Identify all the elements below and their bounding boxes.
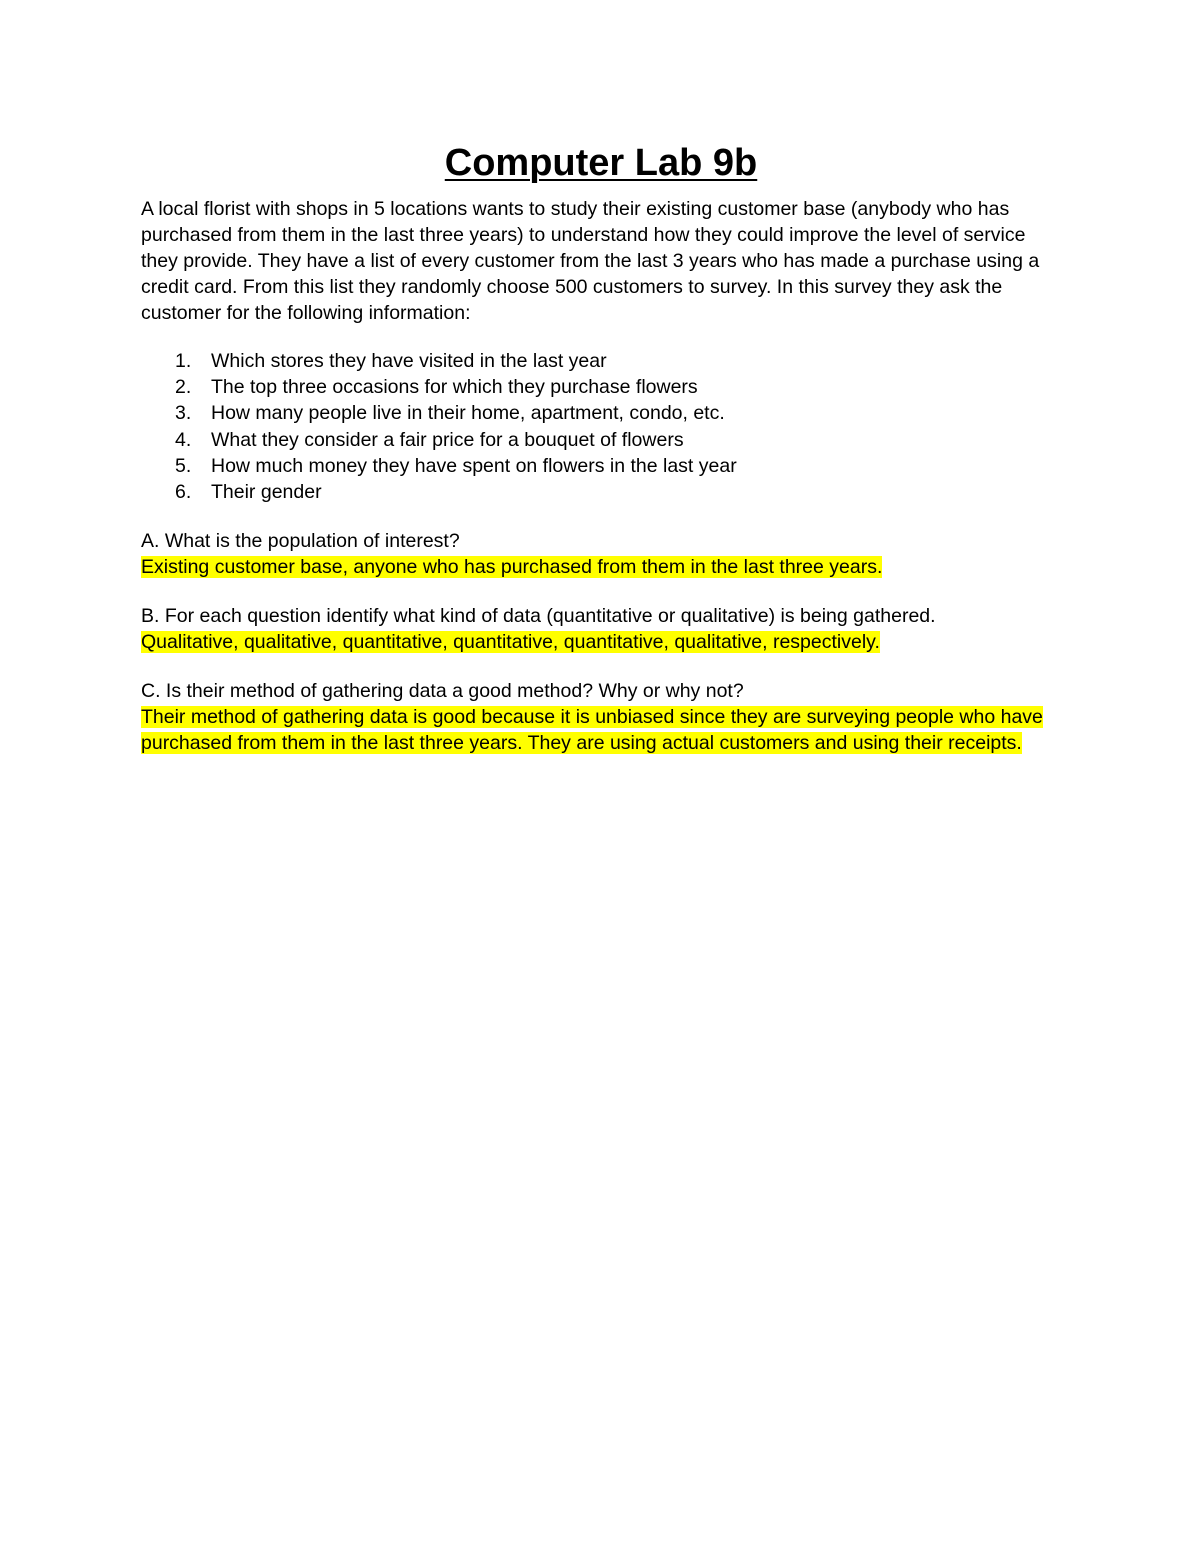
section-b-answer: Qualitative, qualitative, quantitative, quantitative, quantitative, qualitative, respectively. xyxy=(141,631,880,654)
list-item-text: Which stores they have visited in the last year xyxy=(211,350,607,372)
list-item-number: 1. xyxy=(175,350,192,372)
list-item xyxy=(141,427,1061,453)
section-c xyxy=(141,678,1061,756)
list-item-text: What they consider a fair price for a bouquet of flowers xyxy=(211,428,684,451)
list-item xyxy=(141,400,1061,426)
list-item-text: The top three occasions for which they purchase flowers xyxy=(211,376,698,399)
list-item-number: 5. xyxy=(175,454,192,477)
list-item-text: How much money they have spent on flowers in the last year xyxy=(211,454,737,477)
section-c-question: C. Is their method of gathering data a good method? Why or why not? xyxy=(141,680,744,703)
document-content xyxy=(141,140,1061,756)
section-b xyxy=(141,603,1061,655)
list-item xyxy=(141,348,1061,374)
list-item-text: How many people live in their home, apartment, condo, etc. xyxy=(211,402,725,425)
section-a-question: A. What is the population of interest? xyxy=(141,530,460,553)
section-b-question: B. For each question identify what kind of data (quantitative or qualitative) is being gathered. xyxy=(141,605,936,628)
list-item-text: Their gender xyxy=(211,481,322,504)
list-item-number: 6. xyxy=(175,481,192,504)
list-item xyxy=(141,479,1061,505)
section-a xyxy=(141,528,1061,580)
list-item xyxy=(141,374,1061,400)
section-c-answer: Their method of gathering data is good because it is unbiased since they are surveying people who have purchased from them in the last three years. They are using actual customers and using their receipts. xyxy=(141,706,1043,755)
list-item-number: 4. xyxy=(175,428,192,451)
list-item-number: 3. xyxy=(175,402,192,425)
document-title: Computer Lab 9b xyxy=(444,142,758,184)
section-a-answer: Existing customer base, anyone who has purchased from them in the last three years. xyxy=(141,556,883,579)
list-item-number: 2. xyxy=(175,376,192,399)
intro-paragraph: A local florist with shops in 5 locations wants to study their existing customer base (anybody who has purchased from them in the last three years) to understand how they could improve the level of service they provide. They have a list of every customer from the last 3 years who has made a purchase using a credit card. From this list they randomly choose 500 customers to survey. In this survey they ask the customer for the following information: xyxy=(141,198,1040,324)
survey-question-list xyxy=(141,348,1061,505)
list-item xyxy=(141,453,1061,479)
